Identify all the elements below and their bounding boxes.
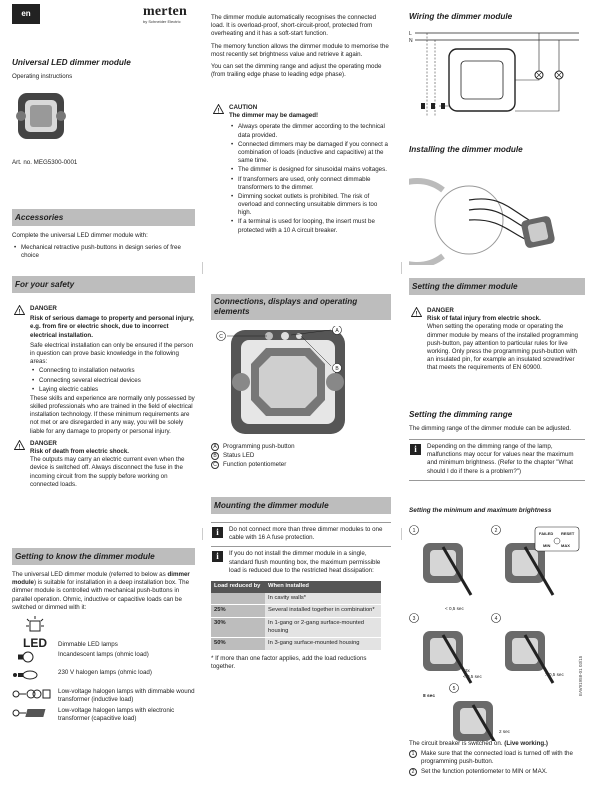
load-type: Dimmable LED lamps bbox=[58, 640, 118, 648]
wire-l-label: L bbox=[409, 30, 412, 37]
marker-c-legend: C bbox=[211, 461, 219, 469]
step-number: 1 bbox=[412, 528, 416, 535]
step-number: 3 bbox=[412, 616, 416, 623]
danger-text: Safe electrical installation can only be ensured if the person in question can prove basic knowledge in the following areas: bbox=[30, 341, 194, 366]
legend-function-potentiometer: Function potentiometer bbox=[223, 461, 287, 469]
svg-text:!: ! bbox=[415, 311, 418, 317]
knowledge-item: • Connecting to installation networks bbox=[30, 367, 195, 375]
wiring-diagram bbox=[409, 25, 585, 125]
step-number: 5 bbox=[452, 686, 456, 693]
dimmer-front-diagram bbox=[211, 326, 391, 441]
marker-a-legend: A bbox=[211, 443, 219, 451]
led-label: LED bbox=[23, 636, 47, 651]
halogen-lamp-icon bbox=[12, 669, 42, 681]
timing-label: 8 sec bbox=[423, 694, 436, 700]
section-header-setting: Setting the dimmer module bbox=[409, 278, 585, 295]
knowledge-item: • Connecting several electrical devices bbox=[30, 377, 195, 385]
table-footnote: * If more than one factor applies, add the load reductions together. bbox=[211, 654, 367, 670]
final-step: Set the function potentiometer to MIN or MAX. bbox=[421, 767, 548, 775]
info-text: Depending on the dimming range of the lamp, malfunctions may occur for values near the maximum and minimum brightness. (Refer to the chapter "What should I do if there is a problem?") bbox=[427, 443, 574, 475]
load-reduction-table bbox=[211, 581, 381, 651]
electronic-transformer-icon bbox=[12, 707, 52, 719]
caution-item: • If transformers are used, only connect dimmable transformers to the dimmer. bbox=[229, 176, 391, 192]
danger-label: DANGER bbox=[30, 305, 57, 312]
document-title: Universal LED dimmer module bbox=[12, 58, 131, 67]
intro-paragraph: You can set the dimming range and adjust the operating mode (from trailing edge phase to leading edge phase). bbox=[211, 62, 382, 79]
svg-text:!: ! bbox=[18, 309, 21, 315]
info-icon: i bbox=[212, 527, 223, 538]
info-icon: i bbox=[212, 551, 223, 562]
table-row: 25% Several installed together in combination* bbox=[211, 605, 381, 618]
danger-label: DANGER bbox=[427, 307, 454, 314]
wiring-heading: Wiring the dimmer module bbox=[409, 12, 513, 21]
pot-label-min: MIN bbox=[543, 543, 551, 549]
load-type: 230 V halogen lamps (ohmic load) bbox=[58, 669, 152, 677]
table-header: Load reduced by bbox=[211, 581, 265, 593]
caution-item: • Always operate the dimmer according to the technical data provided. bbox=[229, 123, 391, 139]
timing-label: 3x bbox=[465, 668, 470, 674]
article-number: Art. no. MEG5300-0001 bbox=[12, 159, 78, 167]
incandescent-bulb-icon bbox=[12, 651, 38, 663]
caution-item: • The dimmer is designed for sinusoidal mains voltages. bbox=[229, 166, 391, 174]
load-type: Low-voltage halogen lamps with dimmable wound transformer (inductive load) bbox=[58, 687, 195, 703]
table-row: 50% In 3-gang surface-mounted housing bbox=[211, 638, 381, 651]
step-panel bbox=[492, 614, 554, 684]
intro-paragraph: The dimmer module automatically recognises the connected load. It is overload-proof, short-circuit-proof, protected from overheating and it has a soft-start function. bbox=[211, 14, 377, 38]
pot-label-max: MAX bbox=[561, 543, 570, 549]
led-lamp-icon bbox=[24, 616, 46, 634]
installing-heading: Installing the dimmer module bbox=[409, 145, 523, 154]
load-type: Incandescent lamps (ohmic load) bbox=[58, 651, 149, 659]
section-header-mounting: Mounting the dimmer module bbox=[211, 497, 391, 514]
dimming-range-heading: Setting the dimming range bbox=[409, 410, 513, 419]
step-panel bbox=[450, 684, 502, 742]
marker-b: B bbox=[335, 366, 339, 372]
pot-label-reset: RESET bbox=[561, 531, 575, 537]
marker-b-legend: B bbox=[211, 452, 219, 460]
info-text: Do not connect more than three dimmer modules to one cable with 16 A fuse protection. bbox=[229, 526, 383, 542]
installation-illustration bbox=[409, 160, 585, 265]
table-row: In cavity walls* bbox=[211, 593, 381, 605]
wound-transformer-icon bbox=[12, 688, 52, 700]
section-header-getting-to-know: Getting to know the dimmer module bbox=[12, 548, 195, 565]
warning-icon bbox=[14, 305, 25, 315]
document-code: EAV91958-01 03/15 bbox=[578, 655, 583, 696]
getting-to-know-text: The universal LED dimmer module (referred to below as dimmer module) is suitable for installation in a deep installation box. The dimmer module is controlled with mechanical push-buttons in parallel operation. Ohmic, inductive or capacitive loads can be switched or dimmed with it: bbox=[12, 571, 190, 611]
step-1-marker: 1 bbox=[409, 750, 417, 758]
svg-text:!: ! bbox=[18, 444, 21, 450]
knowledge-item: • Laying electric cables bbox=[30, 386, 195, 394]
min-max-heading: Setting the minimum and maximum brightness bbox=[409, 507, 552, 514]
table-header: When installed bbox=[265, 581, 381, 593]
warning-icon bbox=[14, 440, 25, 450]
min-max-steps-diagram bbox=[409, 521, 585, 741]
step-panel bbox=[410, 526, 472, 596]
dimming-range-text: The dimming range of the dimmer module can be adjusted. bbox=[409, 424, 571, 432]
danger-text: When setting the operating mode or operating the dimmer module by means of the installed programming push-button, pay attention to particular rules for live working. Only press the programming push-button with an insulated pin, for example an insulated screwdriver that meets the requirements of EN 60900. bbox=[427, 323, 578, 372]
section-header-accessories: Accessories bbox=[12, 209, 195, 226]
caution-headline: The dimmer may be damaged! bbox=[229, 112, 319, 120]
caution-item: • Connected dimmers may be damaged if you connect a combination of loads (inductive and capacitive) at the same time. bbox=[229, 141, 391, 166]
danger-label: DANGER bbox=[30, 439, 57, 447]
step-2-marker: 2 bbox=[409, 768, 417, 776]
dimmer-module-illustration bbox=[12, 87, 72, 145]
caution-item: • Dimming socket outlets is prohibited. The risk of overload and connecting unsuitable dimmers is too high. bbox=[229, 193, 391, 218]
legend-programming-button: Programming push-button bbox=[223, 443, 295, 450]
load-type: Low-voltage halogen lamps with electronic transformer (capacitive load) bbox=[58, 706, 175, 723]
caution-label: CAUTION bbox=[229, 104, 258, 111]
section-header-connections: Connections, displays and operating elements bbox=[211, 294, 391, 320]
brand-logo: merten bbox=[143, 4, 187, 19]
timing-label: < 0,5 sec bbox=[463, 674, 482, 680]
danger-headline: Risk of death from electric shock. bbox=[30, 448, 130, 455]
svg-text:!: ! bbox=[217, 108, 220, 114]
circuit-breaker-note: The circuit breaker is switched on. (Live working.) bbox=[409, 740, 548, 747]
caution-item: • If a terminal is used for looping, the insert must be protected with a 10 A circuit breaker. bbox=[229, 218, 391, 234]
marker-a: A bbox=[335, 328, 339, 334]
info-text: If you do not install the dimmer module in a single, standard flush mounting box, the maximum permissible load is reduced due to the restricted heat dissipation: bbox=[229, 550, 381, 574]
info-icon: i bbox=[410, 444, 421, 455]
marker-c: C bbox=[219, 334, 223, 340]
danger-text: The outputs may carry an electric current even when the device is switched off. Always disconnect the fuse in the incoming circuit from the supply before working on connected loads. bbox=[30, 456, 185, 488]
timing-label: 2 sec bbox=[499, 729, 510, 735]
pot-label-failed: FAILED bbox=[539, 531, 554, 537]
language-badge: en bbox=[12, 4, 40, 24]
danger-headline: Risk of serious damage to property and personal injury, e.g. from fire or electric shock, due to incorrect electrical installation. bbox=[30, 315, 194, 339]
legend-status-led: Status LED bbox=[223, 452, 255, 460]
intro-paragraph: The memory function allows the dimmer module to memorise the most recently set brightness value and retrieve it again. bbox=[211, 42, 389, 58]
danger-headline: Risk of fatal injury from electric shock. bbox=[427, 315, 541, 323]
brand-subline: by Schneider Electric bbox=[143, 19, 181, 24]
step-number: 2 bbox=[494, 528, 498, 535]
accessory-item: • Mechanical retractive push-buttons in design series of free choice bbox=[12, 244, 195, 260]
timing-label: > 0,5 sec bbox=[545, 672, 564, 678]
warning-icon bbox=[411, 307, 422, 317]
step-number: 4 bbox=[494, 616, 498, 623]
section-header-safety: For your safety bbox=[12, 276, 195, 293]
step-panel bbox=[410, 614, 472, 684]
accessories-intro: Complete the universal LED dimmer module with: bbox=[12, 232, 148, 239]
table-row: 30% In 1-gang or 2-gang surface-mounted housing bbox=[211, 617, 381, 637]
danger-text-2: These skills and experience are normally only possessed by skilled professionals who are trained in the field of electrical installation technology. If these minimum requirements are not met or are disregarded in any way, you will be solely liable for any damage to property or personal injury. bbox=[30, 394, 195, 435]
final-step: Make sure that the connected load is turned off with the programming push-button. bbox=[421, 750, 573, 766]
warning-icon bbox=[213, 104, 224, 114]
wire-n-label: N bbox=[409, 37, 413, 44]
timing-label: < 0,5 sec bbox=[445, 606, 464, 612]
document-subtitle: Operating instructions bbox=[12, 72, 73, 80]
